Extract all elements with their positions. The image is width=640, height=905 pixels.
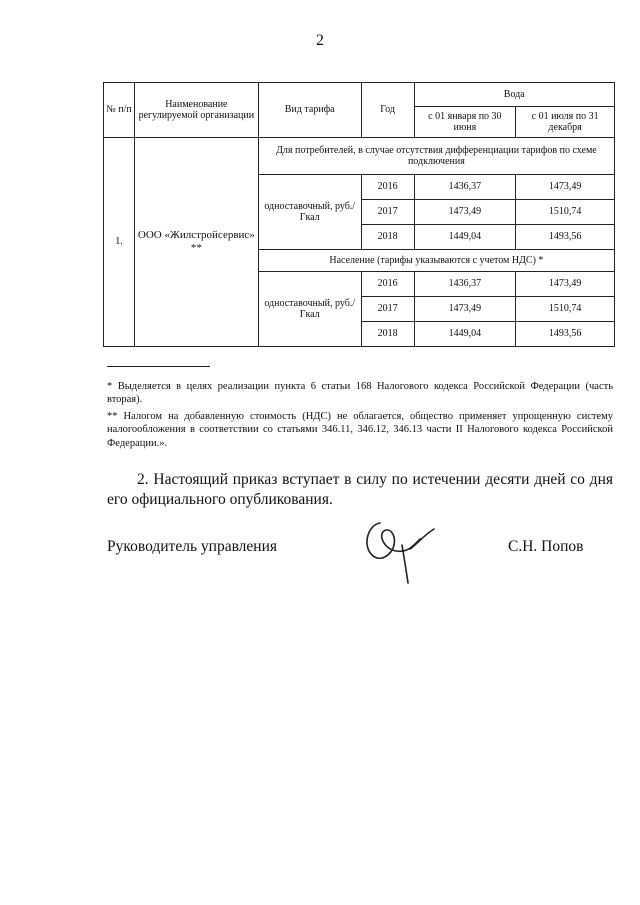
footnote-2: ** Налогом на добавленную стоимость (НДС) не облагается, общество применяет упрощенную систему налогообложения в соответствии со статьями 346.11, 346.12, 346.13 части II Налогового кодекса Российской Федерации.». [107,411,613,449]
tariff-value-cell: 1473,49 [414,200,516,225]
category-label: Для потребителей, в случае отсутствия дифференциации тарифов по схеме подключения [258,138,614,175]
tariff-type-cell: одноставочный, руб./Гкал [258,175,361,250]
category-label: Население (тарифы указываются с учетом НДС) * [258,250,614,272]
tariff-value-cell: 1493,56 [516,225,615,250]
year-cell: 2018 [361,322,414,347]
header-year: Год [361,83,414,138]
tariff-value-cell: 1473,49 [414,297,516,322]
signer-title: Руководитель управления [107,538,278,555]
page-number: 2 [316,32,324,49]
year-cell: 2016 [361,175,414,200]
signer-name: С.Н. Попов [508,538,584,555]
tariff-type-cell: одноставочный, руб./Гкал [258,272,361,347]
year-cell: 2017 [361,297,414,322]
tariff-table [103,82,615,347]
tariff-value-cell: 1436,37 [414,272,516,297]
header-org: Наименование регулируемой организации [134,83,258,138]
row-number: 1. [104,138,135,347]
year-cell: 2016 [361,272,414,297]
table-header-row [104,83,615,107]
header-water: Вода [414,83,614,107]
header-tariff-type: Вид тарифа [258,83,361,138]
footnote-divider [107,366,210,367]
organization-name: ООО «Жилстройсервис» ** [134,138,258,347]
clause-text: 2. Настоящий приказ вступает в силу по истечении десяти дней со дня его официального опубликования. [107,471,613,509]
signature-icon [350,505,450,585]
tariff-value-cell: 1493,56 [516,322,615,347]
tariff-value-cell: 1510,74 [516,297,615,322]
year-cell: 2018 [361,225,414,250]
header-num: № п/п [104,83,135,138]
tariff-value-cell: 1473,49 [516,272,615,297]
table-row [104,138,615,175]
tariff-value-cell: 1449,04 [414,225,516,250]
footnotes [107,380,613,454]
tariff-value-cell: 1436,37 [414,175,516,200]
header-period-2: с 01 июля по 31 декабря [516,107,615,138]
tariff-value-cell: 1473,49 [516,175,615,200]
tariff-value-cell: 1510,74 [516,200,615,225]
tariff-value-cell: 1449,04 [414,322,516,347]
year-cell: 2017 [361,200,414,225]
footnote-1: * Выделяется в целях реализации пункта 6 статьи 168 Налогового кодекса Российской Федерации (часть вторая). [107,381,613,406]
header-period-1: с 01 января по 30 июня [414,107,516,138]
